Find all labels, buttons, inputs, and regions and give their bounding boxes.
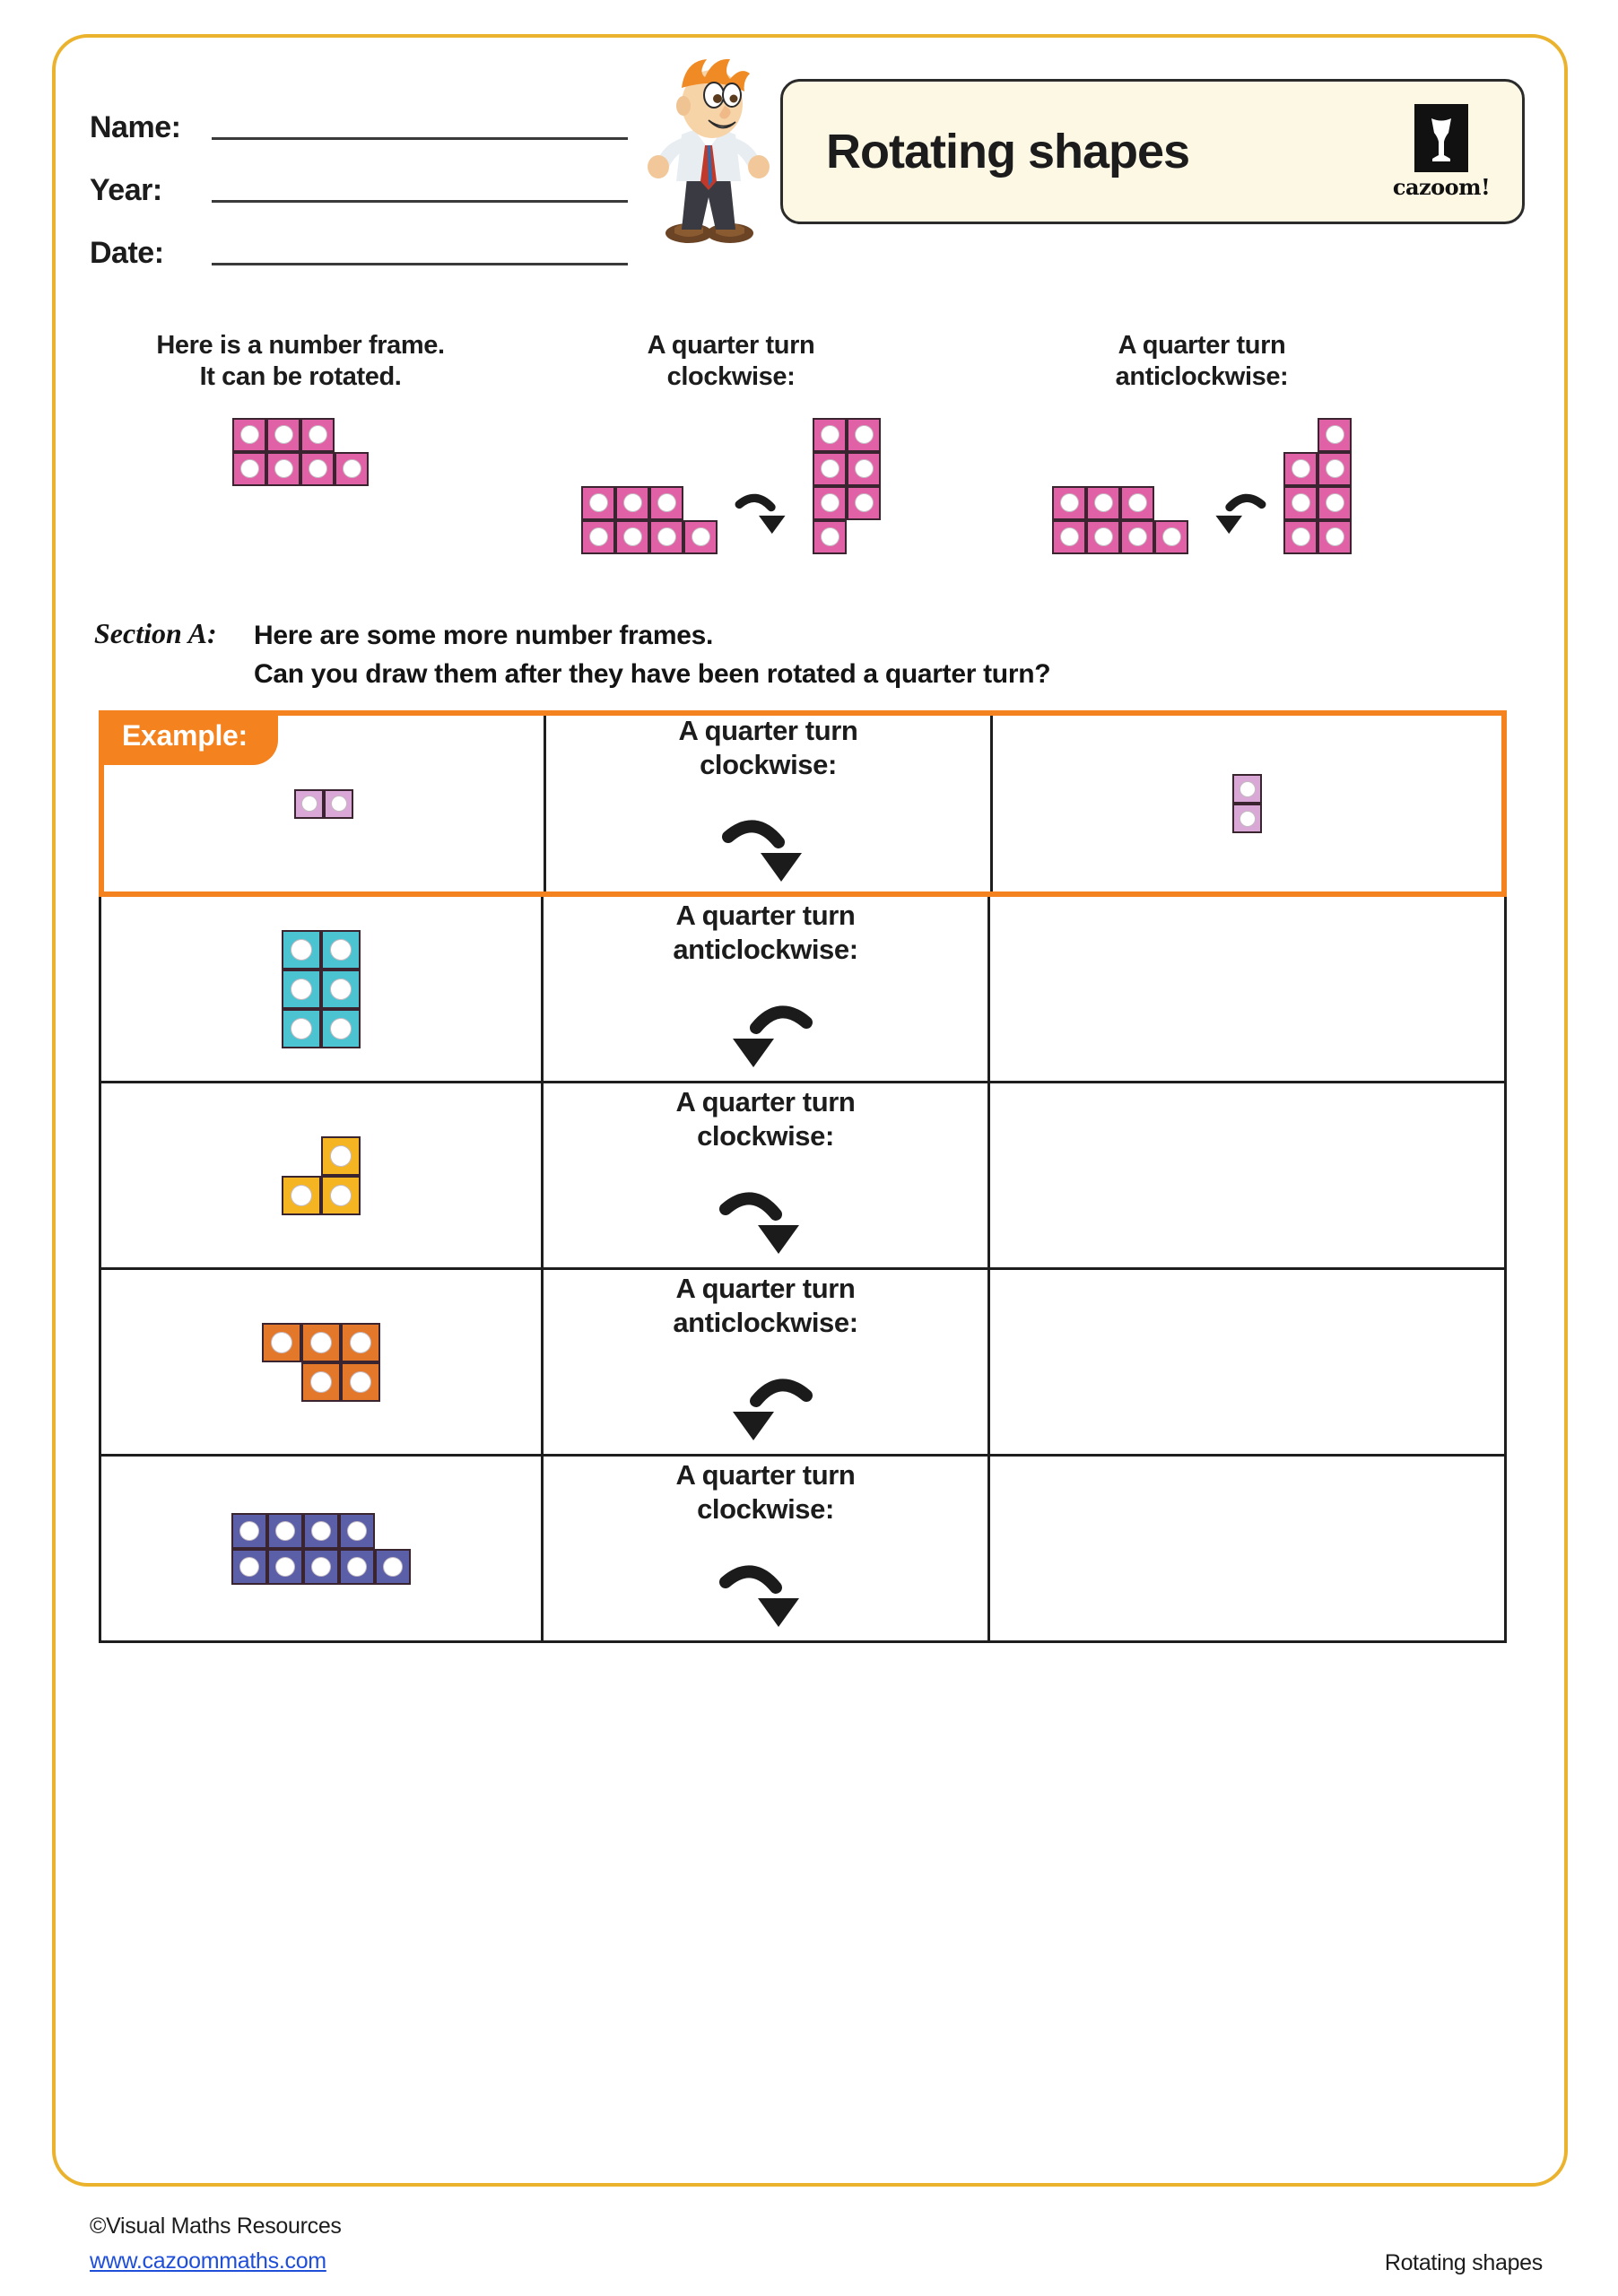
frame-dot [311, 1557, 331, 1577]
number-frame-gap [1154, 486, 1188, 520]
number-frame-cell [649, 486, 683, 520]
frame-dot [1060, 527, 1079, 546]
instruction-text [676, 1458, 856, 1526]
number-frame-row [1283, 452, 1352, 486]
demo-original-column [90, 330, 511, 486]
answer-cell[interactable] [987, 1270, 1504, 1454]
number-frame-row [262, 1362, 380, 1402]
number-frame-cell [1283, 520, 1318, 554]
date-input-line[interactable] [212, 263, 628, 265]
number-frame-cell [282, 1009, 321, 1048]
number-frame-cell [615, 520, 649, 554]
instruction-line-1: A quarter turn [675, 1273, 856, 1305]
frame-dot [274, 425, 293, 444]
instruction-text [673, 899, 857, 967]
demo-original-art [90, 418, 511, 486]
number-frame-cell [321, 1176, 361, 1215]
frame-dot [1094, 493, 1113, 512]
frame-dot [623, 527, 642, 546]
table-row [99, 1270, 1507, 1457]
number-frame-cell [232, 452, 266, 486]
number-frame [1232, 774, 1262, 833]
arrow-anticlockwise-icon [717, 997, 815, 1079]
arrow-anticlockwise-icon [1205, 487, 1267, 542]
number-frame [232, 418, 369, 486]
number-frame-cell [303, 1549, 339, 1585]
frame-dot [350, 1371, 371, 1393]
table-row [99, 710, 1507, 897]
goblet-icon [1414, 104, 1468, 172]
number-frame-cell [301, 1362, 341, 1402]
number-frame-cell [341, 1323, 380, 1362]
arrow-clockwise-icon [717, 1184, 815, 1265]
instruction-line-1: A quarter turn [675, 1086, 856, 1118]
table-row [99, 897, 1507, 1083]
frame-dot [1240, 811, 1256, 827]
number-frame-row [282, 1009, 361, 1048]
number-frame-cell [282, 930, 321, 970]
number-frame-cell [1120, 520, 1154, 554]
demo-anticlockwise-caption: A quarter turn anticlockwise: [1115, 331, 1289, 391]
number-frame-row [282, 930, 361, 970]
name-label: Name: [90, 110, 181, 144]
year-label: Year: [90, 173, 162, 207]
number-frame-gap [335, 418, 369, 452]
shape-cell [101, 1457, 541, 1640]
frame-dot [347, 1521, 367, 1541]
table-row [99, 1457, 1507, 1643]
number-frame-cell [1232, 804, 1262, 833]
number-frame-row [813, 520, 881, 554]
frame-dot [1162, 527, 1181, 546]
section-instructions: Here are some more number frames. Can you draw them after they have been rotated a quarter turn? [254, 621, 1051, 689]
number-frame-cell [1318, 486, 1352, 520]
number-frame-cell [267, 1549, 303, 1585]
demo-clockwise-caption: A quarter turn clockwise: [647, 331, 815, 391]
frame-dot [1326, 493, 1344, 512]
number-frame-row [813, 486, 881, 520]
number-frame-cell [813, 418, 847, 452]
number-frame-gap [683, 486, 718, 520]
number-frame-cell [266, 452, 300, 486]
number-frame-row [1052, 520, 1188, 554]
number-frame-cell [1052, 520, 1086, 554]
number-frame-cell [683, 520, 718, 554]
number-frame-cell [232, 418, 266, 452]
number-frame-cell [847, 418, 881, 452]
frame-dot [1094, 527, 1113, 546]
number-frame-cell [1318, 520, 1352, 554]
frame-dot [1240, 781, 1256, 797]
number-frame-row [1283, 486, 1352, 520]
instruction-text [679, 714, 858, 782]
frame-dot [311, 1521, 331, 1541]
number-frame-cell [1318, 452, 1352, 486]
frame-dot [275, 1521, 295, 1541]
number-frame-cell [300, 452, 335, 486]
number-frame-cell [294, 789, 324, 819]
number-frame-row [1283, 520, 1352, 554]
frame-dot [291, 1018, 312, 1039]
number-frame-row [232, 452, 369, 486]
frame-dot [343, 459, 361, 478]
worksheet-footer [90, 2213, 1543, 2294]
answer-cell[interactable] [987, 1083, 1504, 1267]
instruction-cell [541, 897, 987, 1081]
number-frame-cell [581, 520, 615, 554]
number-frame [282, 1136, 361, 1215]
frame-dot [330, 939, 352, 961]
instruction-line-2: clockwise: [697, 1120, 834, 1152]
number-frame-cell [282, 1176, 321, 1215]
arrow-clockwise-icon [734, 487, 796, 542]
year-field-row [90, 169, 628, 208]
frame-dot [657, 527, 676, 546]
frame-dot [330, 978, 352, 1000]
shape-cell [101, 1270, 541, 1454]
arrow-clockwise-icon [719, 812, 818, 893]
frame-dot [330, 1018, 352, 1039]
title-plaque [780, 79, 1525, 224]
number-frame-cell [262, 1323, 301, 1362]
frame-dot [1292, 527, 1310, 546]
frame-dot [240, 425, 259, 444]
logo-wordmark: cazoom! [1392, 173, 1491, 200]
frame-dot [855, 493, 874, 512]
date-label: Date: [90, 236, 164, 270]
number-frame-cell [321, 970, 361, 1009]
frame-dot [692, 527, 710, 546]
number-frame-row [231, 1513, 411, 1549]
frame-dot [383, 1557, 403, 1577]
frame-dot [821, 493, 839, 512]
instruction-cell [541, 1270, 987, 1454]
shape-cell [101, 1083, 541, 1267]
instruction-cell [544, 716, 990, 891]
frame-dot [271, 1332, 292, 1353]
frame-dot [657, 493, 676, 512]
number-frame-gap [375, 1513, 411, 1549]
number-frame-row [581, 520, 718, 554]
number-frame-cell [231, 1549, 267, 1585]
number-frame-cell [1052, 486, 1086, 520]
number-frame-cell [813, 486, 847, 520]
number-frame-cell [231, 1513, 267, 1549]
frame-dot [291, 939, 312, 961]
instruction-line-1: A quarter turn [675, 1459, 856, 1492]
copyright-text: ©Visual Maths Resources [90, 2213, 342, 2239]
instruction-line-1: A quarter turn [678, 714, 858, 746]
number-frame-cell [615, 486, 649, 520]
number-frame-cell [1232, 774, 1262, 804]
number-frame-cell [847, 452, 881, 486]
number-frame-row [282, 970, 361, 1009]
page-title: Rotating shapes [826, 125, 1190, 178]
demo-intro-caption: Here is a number frame. It can be rotated. [156, 331, 445, 391]
number-frame-cell [341, 1362, 380, 1402]
number-frame-row [1052, 486, 1188, 520]
cazoom-logo [1393, 104, 1490, 200]
footer-title-label: Rotating shapes [1384, 2250, 1543, 2275]
number-frame-cell [324, 789, 353, 819]
number-frame [581, 486, 718, 554]
frame-dot [855, 425, 874, 444]
number-frame [294, 789, 353, 819]
demo-anticlockwise-art [978, 418, 1426, 554]
frame-dot [589, 493, 608, 512]
frame-dot [1292, 459, 1310, 478]
mascot-illustration-icon [619, 52, 798, 249]
number-frame-cell [1283, 452, 1318, 486]
number-frame [282, 930, 361, 1048]
frame-dot [310, 1371, 332, 1393]
instruction-cell [541, 1083, 987, 1267]
frame-dot [347, 1557, 367, 1577]
table-row [99, 1083, 1507, 1270]
number-frame-cell [1086, 486, 1120, 520]
number-frame [262, 1323, 380, 1402]
instruction-cell [541, 1457, 987, 1640]
frame-dot [821, 425, 839, 444]
number-frame-row [813, 452, 881, 486]
frame-dot [1128, 527, 1147, 546]
instruction-text [676, 1085, 856, 1153]
number-frame-cell [649, 520, 683, 554]
number-frame-gap [1283, 418, 1318, 452]
section-label: Section A: [94, 617, 217, 649]
number-frame-cell [303, 1513, 339, 1549]
instruction-line-1: A quarter turn [675, 900, 856, 932]
frame-dot [291, 1185, 312, 1206]
rotation-exercise-table [99, 710, 1507, 1643]
number-frame [1052, 486, 1188, 554]
frame-dot [309, 459, 327, 478]
number-frame [813, 418, 881, 554]
arrow-clockwise-icon [717, 1557, 815, 1639]
number-frame [231, 1513, 411, 1585]
frame-dot [239, 1557, 259, 1577]
example-badge: Example: [99, 710, 278, 765]
frame-dot [1326, 459, 1344, 478]
frame-dot [1326, 425, 1344, 444]
frame-dot [275, 1557, 295, 1577]
frame-dot [1292, 493, 1310, 512]
frame-dot [821, 527, 839, 546]
worksheet-header [81, 63, 1534, 269]
instruction-line-2: anticlockwise: [673, 934, 858, 965]
number-frame-cell [300, 418, 335, 452]
number-frame-cell [321, 930, 361, 970]
year-input-line[interactable] [212, 200, 628, 203]
demo-anticlockwise-column [978, 330, 1426, 554]
number-frame-cell [1086, 520, 1120, 554]
website-link[interactable]: www.cazoommaths.com [90, 2248, 326, 2274]
date-field-row [90, 231, 628, 271]
number-frame-row [581, 486, 718, 520]
number-frame-row [262, 1323, 380, 1362]
shape-cell [101, 897, 541, 1081]
number-frame-cell [813, 452, 847, 486]
number-frame-cell [335, 452, 369, 486]
number-frame-cell [321, 1136, 361, 1176]
instruction-line-2: anticlockwise: [673, 1307, 858, 1338]
number-frame-cell [321, 1009, 361, 1048]
demo-clockwise-art [520, 418, 942, 554]
frame-dot [855, 459, 874, 478]
student-info-fields [90, 106, 628, 294]
frame-dot [309, 425, 327, 444]
number-frame-row [813, 418, 881, 452]
answer-cell[interactable] [987, 1457, 1504, 1640]
frame-dot [1128, 493, 1147, 512]
demo-clockwise-column [520, 330, 942, 554]
number-frame-cell [581, 486, 615, 520]
number-frame-cell [301, 1323, 341, 1362]
number-frame-cell [1120, 486, 1154, 520]
number-frame-cell [282, 970, 321, 1009]
frame-dot [1060, 493, 1079, 512]
number-frame-cell [813, 520, 847, 554]
number-frame-row [282, 1176, 361, 1215]
number-frame-row [1283, 418, 1352, 452]
frame-dot [239, 1521, 259, 1541]
frame-dot [1326, 527, 1344, 546]
frame-dot [350, 1332, 371, 1353]
number-frame-cell [339, 1513, 375, 1549]
frame-dot [331, 796, 347, 812]
footer-left [90, 2213, 342, 2274]
number-frame-row [232, 418, 369, 452]
answer-cell[interactable] [987, 897, 1504, 1081]
number-frame-row [231, 1549, 411, 1585]
number-frame-row [1232, 804, 1262, 833]
instruction-line-2: clockwise: [697, 1493, 834, 1525]
number-frame-cell [1154, 520, 1188, 554]
name-input-line[interactable] [212, 137, 628, 140]
number-frame-cell [847, 486, 881, 520]
frame-dot [821, 459, 839, 478]
answer-cell[interactable] [990, 716, 1501, 891]
number-frame [1283, 418, 1352, 554]
frame-dot [291, 978, 312, 1000]
frame-dot [330, 1185, 352, 1206]
name-field-row [90, 106, 628, 145]
frame-dot [274, 459, 293, 478]
instruction-line-2: clockwise: [700, 748, 837, 780]
frame-dot [589, 527, 608, 546]
number-frame-row [282, 1136, 361, 1176]
frame-dot [310, 1332, 332, 1353]
frame-dot [301, 796, 318, 812]
arrow-anticlockwise-icon [717, 1370, 815, 1452]
number-frame-row [1232, 774, 1262, 804]
number-frame-gap [262, 1362, 301, 1402]
number-frame-cell [267, 1513, 303, 1549]
number-frame-cell [266, 418, 300, 452]
number-frame-cell [375, 1549, 411, 1585]
demo-strip [81, 330, 1534, 590]
number-frame-row [294, 789, 353, 819]
frame-dot [623, 493, 642, 512]
number-frame-cell [1283, 486, 1318, 520]
number-frame-cell [339, 1549, 375, 1585]
number-frame-gap [847, 520, 881, 554]
instruction-text [673, 1272, 857, 1340]
number-frame-gap [282, 1136, 321, 1176]
number-frame-cell [1318, 418, 1352, 452]
frame-dot [330, 1145, 352, 1167]
frame-dot [240, 459, 259, 478]
